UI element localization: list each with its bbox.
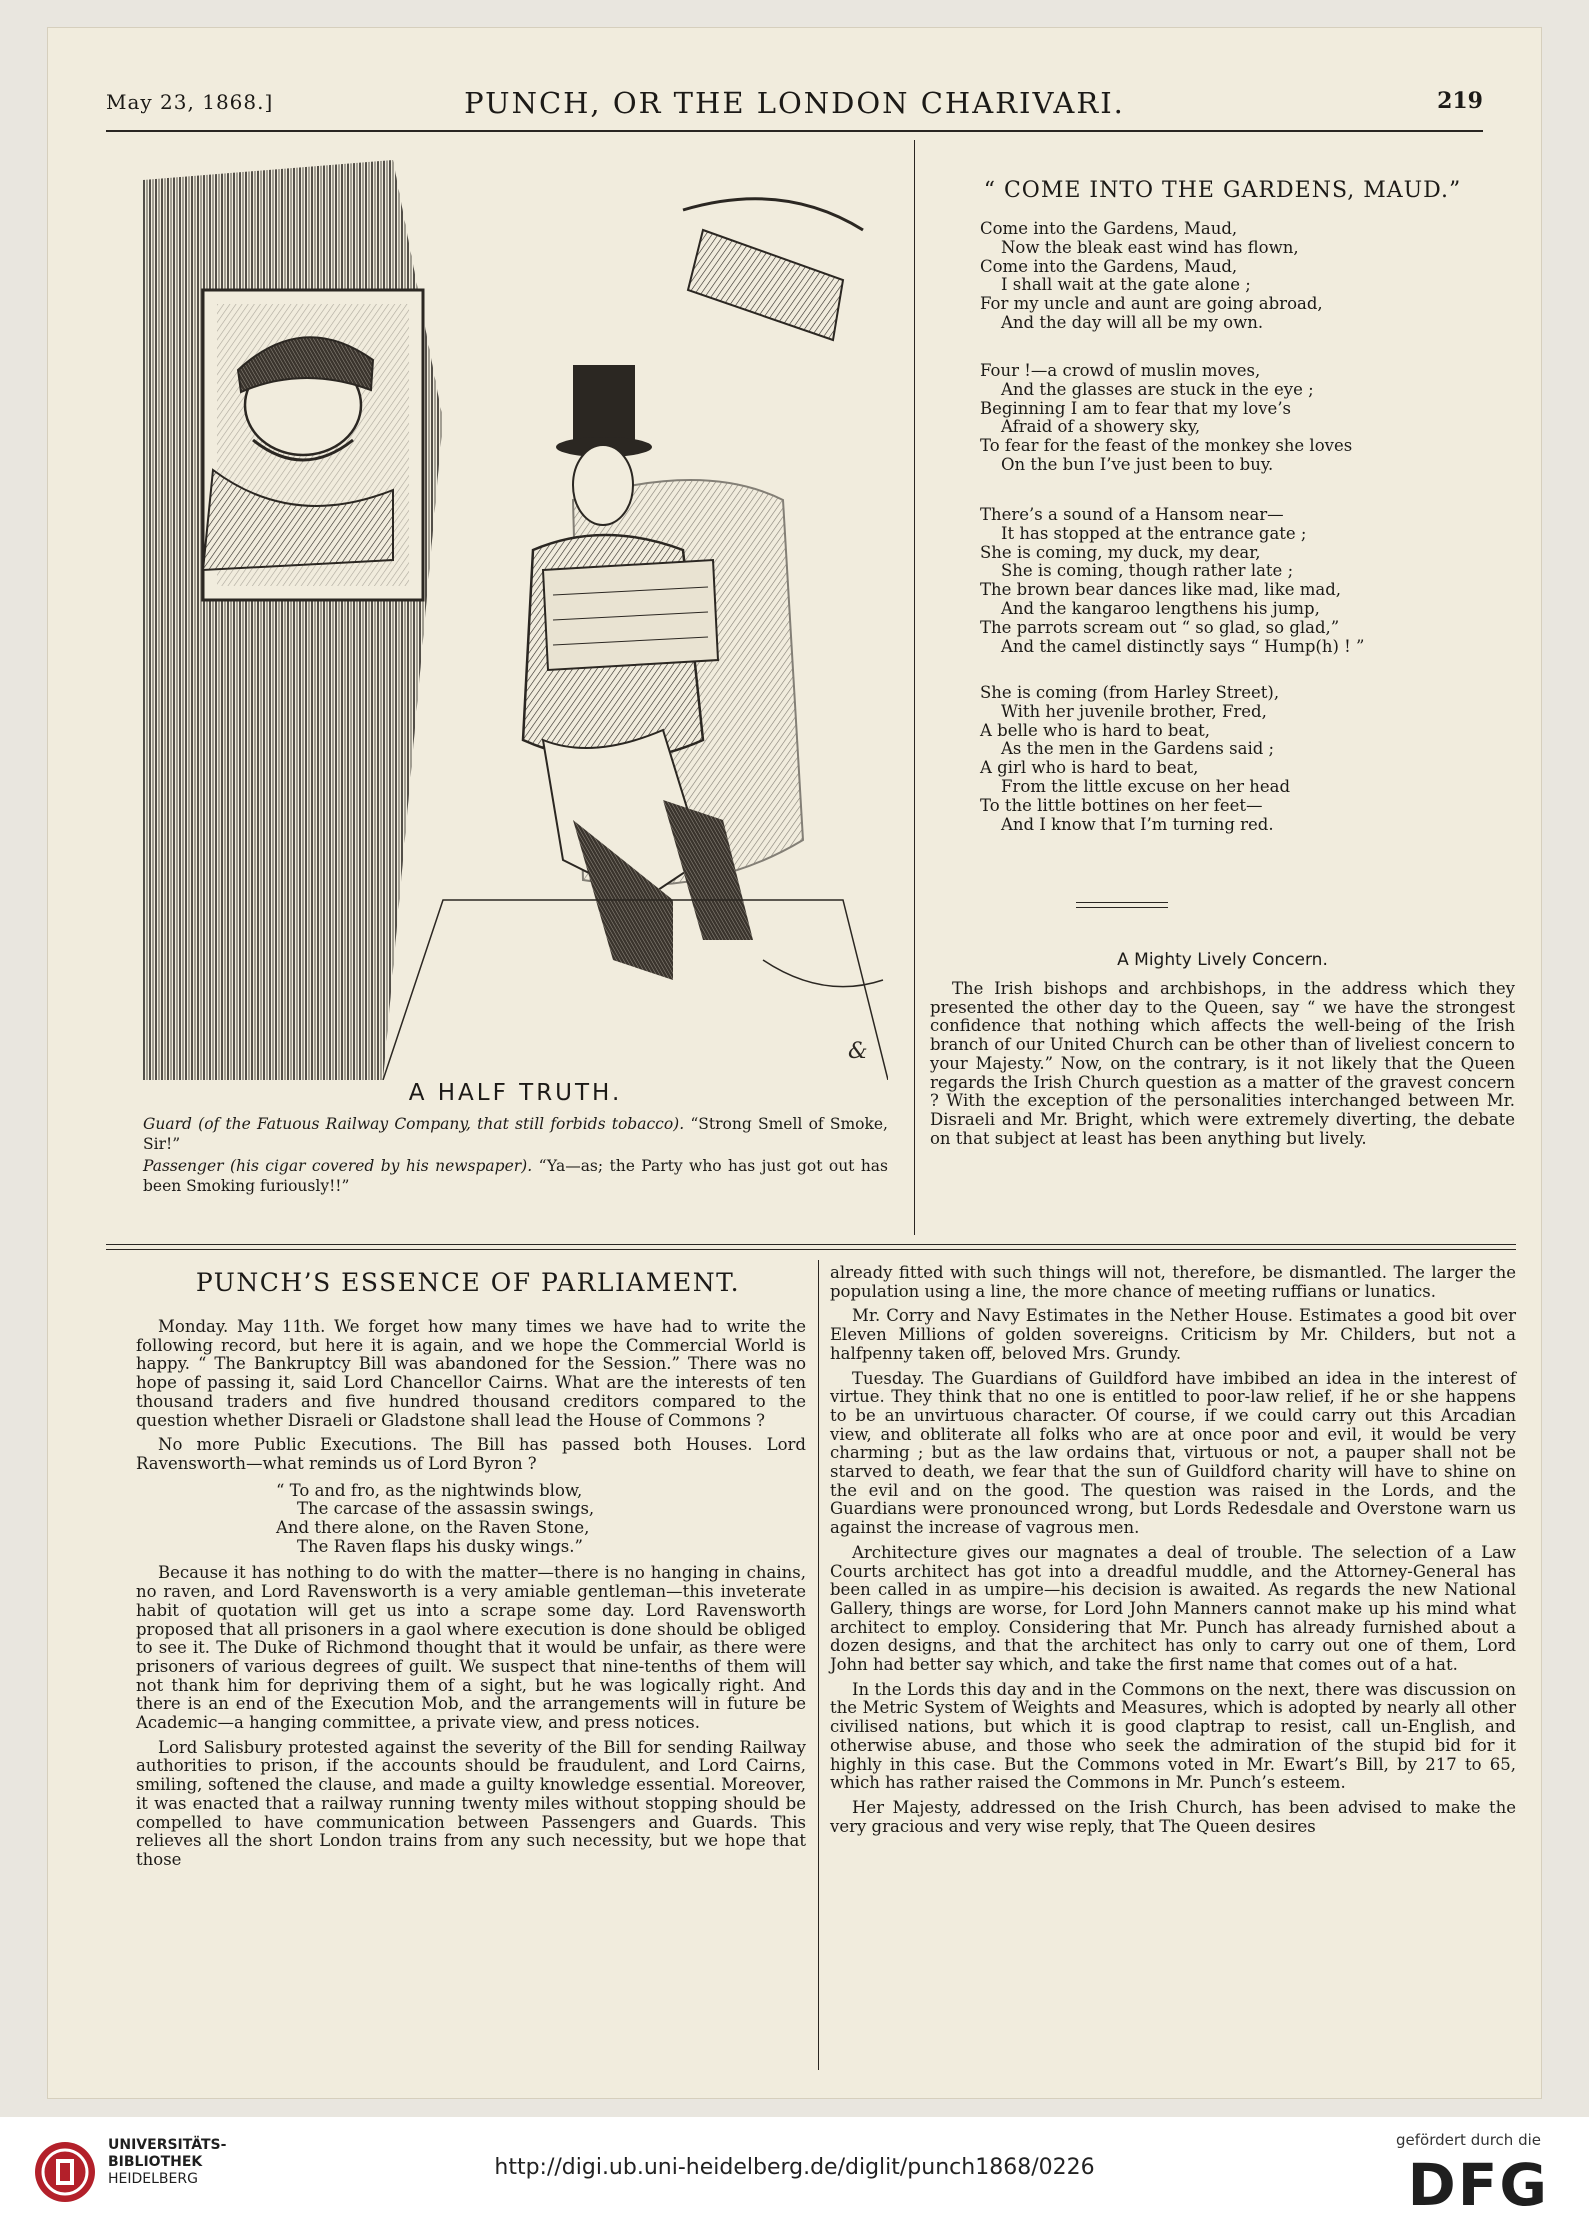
cartoon-title: A HALF TRUTH. xyxy=(408,1080,623,1106)
dfg-logo: DFG xyxy=(1407,2151,1549,2219)
poem-title: “ COME INTO THE GARDENS, MAUD.” xyxy=(983,178,1462,203)
paragraph: Mr. Corry and Navy Estimates in the Nether House. Estimates a good bit over Eleven Millions of golden sovereigns. Criticism by Mr. Childers, but not a halfpenny taken off, beloved Mrs. Grundy. xyxy=(830,1306,1516,1363)
divider xyxy=(1076,902,1168,903)
divider xyxy=(1076,907,1168,908)
svg-text:&: & xyxy=(848,1039,868,1064)
concern-text xyxy=(930,980,1515,1154)
paragraph: Her Majesty, addressed on the Irish Church, has been advised to make the very gracious and very wise reply, that The Queen desires xyxy=(830,1797,1516,1836)
cartoon-caption-guard xyxy=(143,1114,888,1154)
essence-left-column xyxy=(136,1318,806,1876)
paragraph: Tuesday. The Guardians of Guildford have imbibed an idea in the interest of virtue. They think that no one is entitled to poor-law relief, if he or she happens to be an unvirtuous character. Of course, if we could carry out this Arcadian view, and obliterate all folks who are at once poor and evil, it would be very charming ; but as the law ordains that, virtuous or not, a pauper shall not be starved to death, we fear that the sun of Guildford charity will have to shine on the evil and on the good. The question was raised in the Lords, and the Guardians were pronounced wrong, but Lords Redesdale and Overstone warn us against the increase of vagrous men. xyxy=(830,1368,1516,1538)
institution-line: HEIDELBERG xyxy=(108,2171,198,2187)
poem-stanza: Come into the Gardens, Maud, Now the bleak east wind has flown, Come into the Gardens, Maud, I shall wait at the gate alone ; For my uncle and aunt are going abroad, And the day will all be my own. xyxy=(980,219,1323,332)
poem-stanza: Four !—a crowd of muslin moves, And the glasses are stuck in the eye ; Beginning I am to fear that my love’s Afraid of a showery sky, To fear for the feast of the monkey she loves On the bun I’ve just been to buy. xyxy=(980,361,1353,474)
footer-bar xyxy=(0,2117,1589,2225)
cartoon-illustration xyxy=(143,140,888,1080)
essence-right-column xyxy=(830,1264,1516,1842)
poem-stanza: She is coming (from Harley Street), With her juvenile brother, Fred, A belle who is hard to beat, As the men in the Gardens said ; A girl who is hard to beat, From the little excuse on her head To the little bottines on her feet— And I know that I’m turning red. xyxy=(980,683,1291,834)
caption-line: “Ya—as; the Party who has just got out has been Smoking furiously!!” xyxy=(143,1157,888,1195)
paragraph: Because it has nothing to do with the matter—there is no hanging in chains, no raven, and Lord Ravensworth is a very amiable gentleman—this inveterate habit of quotation will get us into a scrape some day. Lord Ravensworth proposed that all prisoners in a gaol where execution is done should be obliged to see it. The Duke of Richmond thought that it would be unfair, as there were prisoners of various degrees of guilt. We suspect that nine-tenths of them will not thank him for depriving them of a sight, but he was logically right. And there is an end of the Execution Mob, and the arrangements will in future be Academic—a hanging committee, a private view, and press notices. xyxy=(136,1563,806,1733)
header-rule xyxy=(106,130,1483,132)
concern-title: A Mighty Lively Concern. xyxy=(1117,950,1328,970)
section-rule xyxy=(106,1249,1516,1250)
paragraph: No more Public Executions. The Bill has passed both Houses. Lord Ravensworth—what reminds us of Lord Byron ? xyxy=(136,1435,806,1473)
header-page-number: 219 xyxy=(1437,88,1483,114)
paragraph: Lord Salisbury protested against the severity of the Bill for sending Railway authorities to prison, if the accounts should be fraudulent, and Lord Cairns, smiling, softened the clause, and made a guilty knowledge essential. Moreover, it was enacted that a railway running twenty miles without stopping should be compelled to have communication between Passengers and Guards. This relieves all the short London trains from any such necessity, but we hope that those xyxy=(136,1737,806,1869)
section-rule xyxy=(106,1244,1516,1245)
newspaper-page xyxy=(48,28,1541,2098)
paragraph: Architecture gives our magnates a deal of trouble. The selection of a Law Courts architect has got into a dreadful muddle, and the Attorney-General has been called in as umpire—his decision is awaited. As regards the new National Gallery, things are worse, for Lord John Manners cannot make up his mind what architect to employ. Considering that Mr. Punch has already furnished about a dozen designs, and that the architect has only to carry out one of them, Lord John had better say which, and take the first name that comes out of a hat. xyxy=(830,1542,1516,1675)
paragraph: The Irish bishops and archbishops, in the address which they presented the other day to the Queen, say “ we have the strongest confidence that nothing which affects the well-being of the Irish branch of our United Church can be other than of liveliest concern to your Majesty.” Now, on the contrary, is it not likely that the Queen regards the Irish Church question as a matter of the gravest concern ? With the exception of the personalities interchanged between Mr. Disraeli and Mr. Bright, which were extremely diverting, the debate on that subject at least has been anything but lively. xyxy=(930,979,1515,1148)
poem-stanza: There’s a sound of a Hansom near— It has stopped at the entrance gate ; She is coming, my duck, my dear, She is coming, though rather late ; The brown bear dances like mad, like mad, And the kangaroo lengthens his jump, The parrots scream out “ so glad, so glad,” And the camel distinctly says “ Hump(h) ! ” xyxy=(980,505,1365,656)
caption-note: (of the Fatuous Railway Company, that still forbids tobacco). xyxy=(198,1115,685,1133)
caption-speaker: Passenger xyxy=(143,1157,224,1175)
header-title: PUNCH, OR THE LONDON CHARIVARI. xyxy=(464,86,1125,120)
essence-title: PUNCH’S ESSENCE OF PARLIAMENT. xyxy=(195,1268,741,1297)
paragraph: Monday. May 11th. We forget how many times we have had to write the following record, but here it is again, and we hope the Commercial World is happy. “ The Bankruptcy Bill was abandoned for the Session.” There was no hope of passing it, said Lord Chancellor Cairns. What are the interests of ten thousand traders and five hundred thousand creditors compared to the question whether Disraeli or Gladstone shall lead the House of Commons ? xyxy=(136,1317,806,1430)
institution-line: BIBLIOTHEK xyxy=(108,2154,203,2170)
source-url-link[interactable]: http://digi.ub.uni-heidelberg.de/diglit/punch1868/0226 xyxy=(494,2155,1095,2180)
cartoon-caption-passenger xyxy=(143,1156,888,1196)
caption-line: “Strong Smell of Smoke, Sir!” xyxy=(143,1115,888,1153)
caption-speaker: Guard xyxy=(143,1115,192,1133)
column-rule-upper xyxy=(914,140,915,1235)
institution-line: UNIVERSITÄTS- xyxy=(108,2137,227,2153)
funding-caption: gefördert durch die xyxy=(1396,2131,1541,2149)
column-rule-lower xyxy=(818,1260,819,2070)
paragraph: already fitted with such things will not, therefore, be dismantled. The larger the population using a line, the more chance of meeting ruffians or lunatics. xyxy=(830,1263,1516,1301)
quoted-verse: “ To and fro, as the nightwinds blow, The carcase of the assassin swings, And there alone, on the Raven Stone, The Raven flaps his dusky wings.” xyxy=(276,1480,595,1556)
header-date: May 23, 1868.] xyxy=(106,90,274,114)
caption-note: (his cigar covered by his newspaper). xyxy=(229,1157,533,1175)
paragraph: In the Lords this day and in the Commons on the next, there was discussion on the Metric System of Weights and Measures, which is adopted by nearly all other civilised nations, but which it is good claptrap to resist, call un-English, and otherwise abuse, and those who seek the admiration of the stupid bid for it highly in this case. But the Commons voted in Mr. Ewart’s Bill, by 217 to 65, which has rather raised the Commons in Mr. Punch’s esteem. xyxy=(830,1679,1516,1793)
